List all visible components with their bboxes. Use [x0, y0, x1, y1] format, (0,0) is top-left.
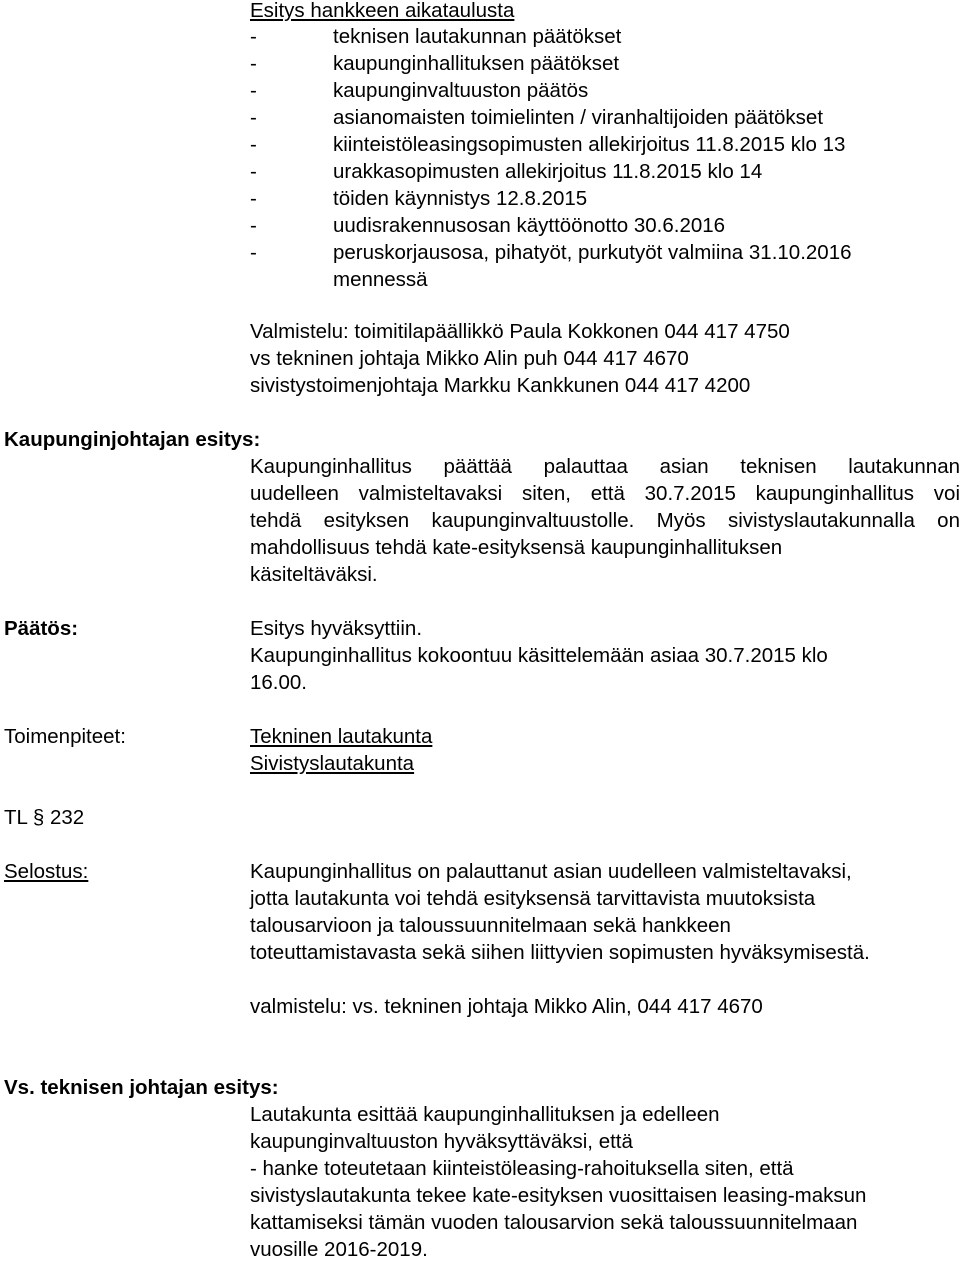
list-item-continuation: mennessä [333, 268, 428, 291]
mayor-proposal-line: mahdollisuus tehdä kate-esityksensä kaupunginhallituksen [250, 536, 783, 559]
preparation-line: vs tekninen johtaja Mikko Alin puh 044 417 4670 [250, 347, 689, 370]
list-dash: - [250, 187, 257, 210]
description-line: Kaupunginhallitus on palauttanut asian uudelleen valmisteltavaksi, [250, 860, 852, 883]
list-item: uudisrakennusosan käyttöönotto 30.6.2016 [333, 214, 726, 237]
list-dash: - [250, 52, 257, 75]
list-item: urakkasopimusten allekirjoitus 11.8.2015 klo 14 [333, 160, 763, 183]
list-item: kiinteistöleasingsopimusten allekirjoitus 11.8.2015 klo 13 [333, 133, 846, 156]
list-item: kaupunginhallituksen päätökset [333, 52, 620, 75]
preparation-line: sivistystoimenjohtaja Markku Kankkunen 044 417 4200 [250, 374, 751, 397]
description-line: jotta lautakunta voi tehdä esityksensä tarvittavista muutoksista [250, 887, 816, 910]
description-prepared-by: valmistelu: vs. tekninen johtaja Mikko Alin, 044 417 4670 [250, 995, 763, 1018]
actions-label: Toimenpiteet: [4, 725, 126, 748]
mayor-proposal-line: Kaupunginhallitus päättää palauttaa asian teknisen lautakunnan [250, 455, 960, 478]
list-dash: - [250, 160, 257, 183]
vs-proposal-line: kaupunginvaltuuston hyväksyttäväksi, että [250, 1130, 633, 1153]
list-dash: - [250, 133, 257, 156]
list-item: töiden käynnistys 12.8.2015 [333, 187, 588, 210]
mayor-proposal-label: Kaupunginjohtajan esitys: [4, 428, 261, 451]
description-label: Selostus: [4, 860, 89, 883]
list-dash: - [250, 25, 257, 48]
schedule-heading: Esitys hankkeen aikataulusta [250, 0, 515, 22]
decision-label: Päätös: [4, 617, 79, 640]
mayor-proposal-line: uudelleen valmisteltavaksi siten, että 30.7.2015 kaupunginhallitus voi [250, 482, 960, 505]
list-dash: - [250, 79, 257, 102]
vs-proposal-line: sivistyslautakunta tekee kate-esityksen vuosittaisen leasing-maksun [250, 1184, 867, 1207]
section-reference [4, 804, 84, 831]
actions-line: Tekninen lautakunta [250, 725, 433, 748]
list-item: teknisen lautakunnan päätökset [333, 25, 622, 48]
list-dash: - [250, 241, 257, 264]
decision-line: Esitys hyväksyttiin. [250, 617, 423, 640]
decision-line: Kaupunginhallitus kokoontuu käsittelemään asiaa 30.7.2015 klo [250, 644, 828, 667]
section-number: 232 [49, 806, 85, 829]
description-line: toteuttamistavasta sekä siihen liittyvien sopimusten hyväksymisestä. [250, 941, 870, 964]
list-item: asianomaisten toimielinten / viranhaltijoiden päätökset [333, 106, 824, 129]
vs-proposal-label: Vs. teknisen johtajan esitys: [4, 1076, 279, 1099]
actions-line: Sivistyslautakunta [250, 752, 415, 775]
vs-proposal-line: kattamiseksi tämän vuoden talousarvion sekä taloussuunnitelmaan [250, 1211, 858, 1234]
list-dash: - [250, 106, 257, 129]
vs-proposal-line: vuosille 2016-2019. [250, 1238, 428, 1261]
section-prefix: TL [4, 806, 28, 829]
decision-line: 16.00. [250, 671, 307, 694]
preparation-line: Valmistelu: toimitilapäällikkö Paula Kokkonen 044 417 4750 [250, 320, 790, 343]
mayor-proposal-line: käsiteltäväksi. [250, 563, 378, 586]
section-symbol: § [32, 806, 45, 829]
mayor-proposal-line: tehdä esityksen kaupunginvaltuustolle. Myös sivistyslautakunnalla on [250, 509, 960, 532]
vs-proposal-line: - hanke toteutetaan kiinteistöleasing-rahoituksella siten, että [250, 1157, 794, 1180]
vs-proposal-line: Lautakunta esittää kaupunginhallituksen ja edelleen [250, 1103, 720, 1126]
description-line: talousarvioon ja taloussuunnitelmaan sekä hankkeen [250, 914, 731, 937]
list-item: kaupunginvaltuuston päätös [333, 79, 589, 102]
list-dash: - [250, 214, 257, 237]
list-item: peruskorjausosa, pihatyöt, purkutyöt valmiina 31.10.2016 [333, 241, 852, 264]
